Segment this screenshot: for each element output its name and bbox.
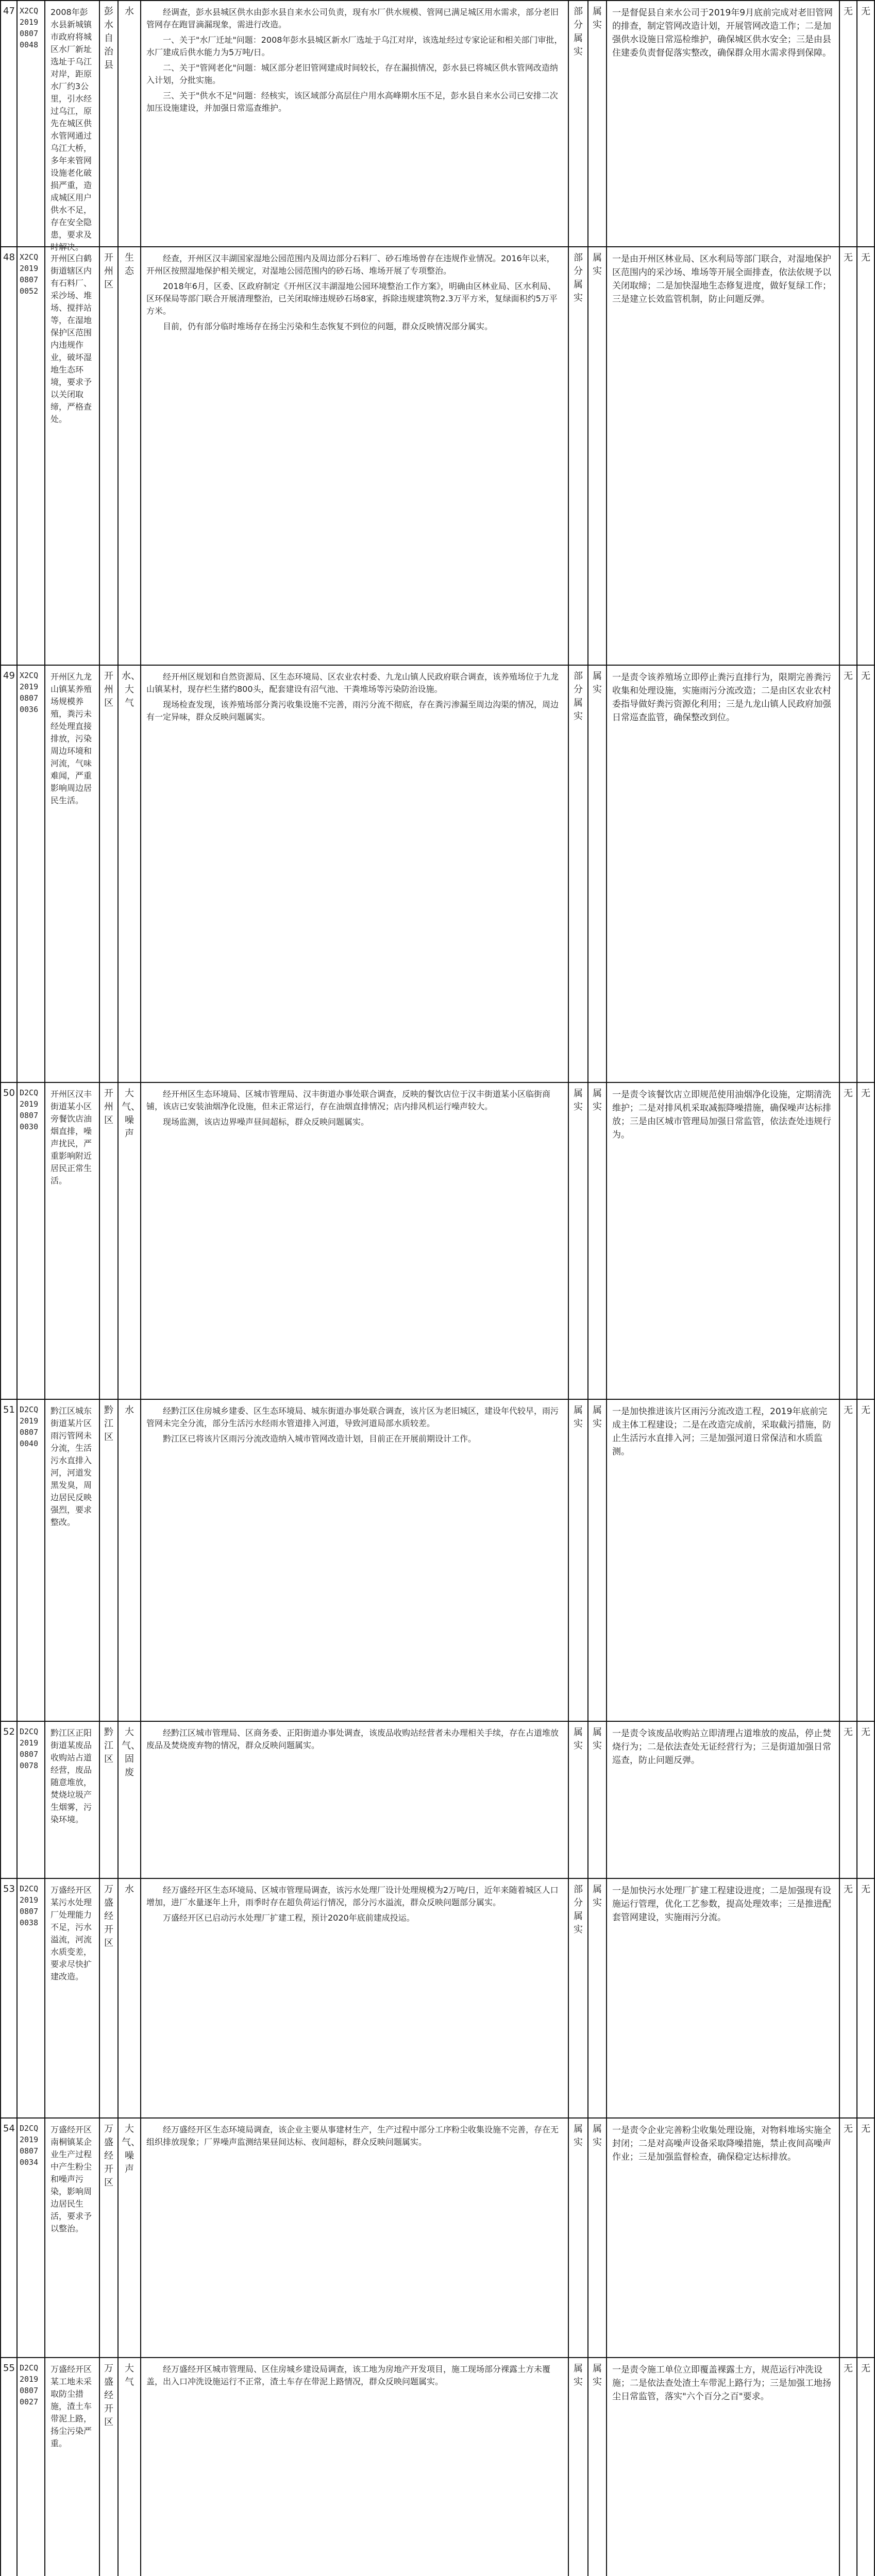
row-number: 50 <box>0 1083 18 1399</box>
rectification-text: 一是责令该废品收购站立即清理占道堆放的废品，停止焚烧行为；二是依法查处无证经营行为；三是街道加强日常巡查，防止问题反弹。 <box>607 1722 840 1878</box>
pollution-type: 大气、噪声 <box>119 2119 141 2357</box>
investigation-paragraph: 现场监测，该店边界噪声昼间超标，群众反映问题属实。 <box>163 1117 369 1127</box>
rectification-text: 一是责令施工单位立即覆盖裸露土方，规范运行冲洗设施；二是依法查处渣土车带泥上路行为；三是加强工地扬尘日常监管，落实"六个百分之百"要求。 <box>607 2358 840 2576</box>
remark-label: 无 <box>857 2358 875 2576</box>
investigation-paragraph: 三、关于"供水不足"问题：经核实，该区域部分高层住户用水高峰期水压不足，彭水县自来水公司已安排二次加压设施建设，并加强日常巡查维护。 <box>146 91 558 113</box>
remark-label: 无 <box>857 1400 875 1721</box>
case-code: D2CQ201908070034 <box>18 2119 45 2357</box>
issue-text: 2008年彭水县新城镇市政府将城区水厂新址选址于乌江对岸，距原水厂约3公里，引水经过乌江，原先在城区供水管网通过乌江大桥，多年来管网设施老化破损严重，造成城区用户供水不足，存在安全隐患，要求及时解决。 <box>45 1 100 246</box>
area-label: 彭水自治县 <box>100 1 119 246</box>
verdict-label: 属实 <box>569 1083 588 1399</box>
investigation-paragraph: 目前，仍有部分临时堆场存在扬尘污染和生态恢复不到位的问题，群众反映情况部分属实。 <box>163 321 493 331</box>
investigation-paragraph: 经查，开州区汉丰湖国家湿地公园范围内及周边部分石料厂、砂石堆场曾存在违规作业情况。2016年以来，开州区按照湿地保护相关规定，对湿地公园范围内的砂石场、堆场开展了专项整治。 <box>146 253 555 276</box>
pollution-type: 水、大气 <box>119 666 141 1082</box>
accountable-label: 无 <box>840 247 857 665</box>
pollution-type: 大气 <box>119 2358 141 2576</box>
issue-text: 黔江区城东街道某片区雨污管网未分流，生活污水直排入河，河道发黑发臭，周边居民反映强烈，要求整改。 <box>45 1400 100 1721</box>
investigation-text <box>141 1879 569 2117</box>
table-row <box>0 2358 875 2576</box>
issue-text: 黔江区正阳街道某废品收购站占道经营，废品随意堆放，焚烧垃圾产生烟雾，污染环境。 <box>45 1722 100 1878</box>
investigation-paragraph: 二、关于"管网老化"问题：城区部分老旧管网建成时间较长，存在漏损情况，彭水县已将城区供水管网改造纳入计划，分批实施。 <box>146 63 558 85</box>
handled-label: 属实 <box>588 1 607 246</box>
table-row <box>0 1400 875 1722</box>
investigation-text <box>141 2358 569 2576</box>
rectification-text: 一是责令该餐饮店立即规范使用油烟净化设施，定期清洗维护；二是对排风机采取减振降噪措施，确保噪声达标排放；三是由区城市管理局加强日常监管，依法查处违规行为。 <box>607 1083 840 1399</box>
table-row <box>0 1 875 252</box>
area-label: 万盛经开区 <box>100 1879 119 2117</box>
accountable-label: 无 <box>840 666 857 1082</box>
pollution-type: 大气、噪声 <box>119 1083 141 1399</box>
rectification-text: 一是加快推进该片区雨污分流改造工程，2019年底前完成主体工程建设；二是在改造完成前，采取截污措施，防止生活污水直排入河；三是加强河道日常保洁和水质监测。 <box>607 1400 840 1721</box>
investigation-text <box>141 1722 569 1878</box>
issue-text: 万盛经开区南桐镇某企业生产过程中产生粉尘和噪声污染，影响周边居民生活，要求予以整治。 <box>45 2119 100 2357</box>
issue-text: 开州区汉丰街道某小区旁餐饮店油烟直排，噪声扰民，严重影响附近居民正常生活。 <box>45 1083 100 1399</box>
accountable-label: 无 <box>840 1722 857 1878</box>
area-label: 开州区 <box>100 1083 119 1399</box>
investigation-paragraph: 经万盛经开区生态环境局调查，该企业主要从事建材生产，生产过程中部分工序粉尘收集设施不完善，存在无组织排放现象；厂界噪声监测结果昼间达标、夜间超标，群众反映问题属实。 <box>146 2125 559 2147</box>
area-label: 开州区 <box>100 247 119 665</box>
investigation-paragraph: 黔江区已将该片区雨污分流改造纳入城市管网改造计划，目前正在开展前期设计工作。 <box>163 1434 477 1444</box>
pollution-type: 大气、固废 <box>119 1722 141 1878</box>
handled-label: 属实 <box>588 1722 607 1878</box>
remark-label: 无 <box>857 247 875 665</box>
investigation-text <box>141 1 569 246</box>
investigation-paragraph: 现场检查发现，该养殖场部分粪污收集设施不完善，雨污分流不彻底，存在粪污渗漏至周边沟渠的情况，周边有一定异味，群众反映问题属实。 <box>146 700 559 722</box>
accountable-label: 无 <box>840 1400 857 1721</box>
investigation-paragraph: 经调查，彭水县城区供水由彭水县自来水公司负责，现有水厂供水规模、管网已满足城区用水需求，部分老旧管网存在跑冒滴漏现象，需进行改造。 <box>146 7 559 29</box>
table-row <box>0 1083 875 1400</box>
table-row <box>0 247 875 666</box>
investigation-paragraph: 2018年6月，区委、区政府制定《开州区汉丰湖湿地公园环境整治工作方案》，明确由区林业局、区水利局、区环保局等部门联合开展清理整治，已关闭取缔违规砂石场8家，拆除违规建筑物2.3万平方米，复绿面积约5万平方米。 <box>146 281 558 316</box>
row-number: 53 <box>0 1879 18 2117</box>
area-label: 万盛经开区 <box>100 2358 119 2576</box>
case-code: D2CQ201908070038 <box>18 1879 45 2117</box>
accountable-label: 无 <box>840 1879 857 2117</box>
issue-text: 开州区白鹤街道辖区内有石料厂、采沙场、堆场、搅拌站等，在湿地保护区范围内违规作业，破坏湿地生态环境，要求予以关闭取缔，严格查处。 <box>45 247 100 665</box>
handled-label: 属实 <box>588 1879 607 2117</box>
pollution-type: 生态 <box>119 247 141 665</box>
issue-text: 万盛经开区某工地未采取防尘措施，渣土车带泥上路，扬尘污染严重。 <box>45 2358 100 2576</box>
handled-label: 属实 <box>588 247 607 665</box>
table-row <box>0 1879 875 2119</box>
handled-label: 属实 <box>588 2358 607 2576</box>
investigation-paragraph: 经黔江区住房城乡建委、区生态环境局、城东街道办事处联合调查，该片区为老旧城区，建设年代较早，雨污管网未完全分流，部分生活污水经雨水管道排入河道，导致河道局部水质较差。 <box>146 1406 559 1428</box>
row-number: 52 <box>0 1722 18 1878</box>
rectification-text: 一是由开州区林业局、区水利局等部门联合，对湿地保护区范围内的采沙场、堆场等开展全面排查，依法依规予以关闭取缔；二是加快湿地生态修复进度，做好复绿工作；三是建立长效监管机制，防止问题反弹。 <box>607 247 840 665</box>
row-number: 55 <box>0 2358 18 2576</box>
verdict-label: 属实 <box>569 2119 588 2357</box>
handled-label: 属实 <box>588 2119 607 2357</box>
pollution-type: 水 <box>119 1 141 246</box>
rectification-text: 一是加快污水处理厂扩建工程建设进度；二是加强现有设施运行管理，优化工艺参数，提高处理效率；三是推进配套管网建设，实施雨污分流。 <box>607 1879 840 2117</box>
investigation-text <box>141 666 569 1082</box>
investigation-paragraph: 经万盛经开区生态环境局、区城市管理局调查，该污水处理厂设计处理规模为2万吨/日，近年来随着城区人口增加，进厂水量逐年上升，雨季时存在超负荷运行情况，部分污水溢流，群众反映问题部分属实。 <box>146 1885 559 1907</box>
case-code: X2CQ201908070036 <box>18 666 45 1082</box>
investigation-text <box>141 1083 569 1399</box>
pollution-type: 水 <box>119 1400 141 1721</box>
remark-label: 无 <box>857 1083 875 1399</box>
pollution-type: 水 <box>119 1879 141 2117</box>
case-code: X2CQ201908070052 <box>18 247 45 665</box>
verdict-label: 部分属实 <box>569 247 588 665</box>
area-label: 黔江区 <box>100 1400 119 1721</box>
accountable-label: 无 <box>840 2119 857 2357</box>
issue-text: 开州区九龙山镇某养殖场规模养殖，粪污未经处理直接排放，污染周边环境和河流，气味难闻，严重影响周边居民生活。 <box>45 666 100 1082</box>
area-label: 黔江区 <box>100 1722 119 1878</box>
remark-label: 无 <box>857 2119 875 2357</box>
verdict-label: 属实 <box>569 1400 588 1721</box>
case-code: D2CQ201908070040 <box>18 1400 45 1721</box>
accountable-label: 无 <box>840 2358 857 2576</box>
area-label: 开州区 <box>100 666 119 1082</box>
rectification-text: 一是督促县自来水公司于2019年9月底前完成对老旧管网的排查，制定管网改造计划，开展管网改造工作；二是加强供水设施日常巡检维护，确保城区供水安全；三是由县住建委负责督促落实整改，确保群众用水需求得到保障。 <box>607 1 840 246</box>
table-row <box>0 666 875 1083</box>
row-number: 48 <box>0 247 18 665</box>
accountable-label: 无 <box>840 1083 857 1399</box>
row-number: 51 <box>0 1400 18 1721</box>
case-code: D2CQ201908070027 <box>18 2358 45 2576</box>
case-code: D2CQ201908070078 <box>18 1722 45 1878</box>
investigation-paragraph: 经开州区规划和自然资源局、区生态环境局、区农业农村委、九龙山镇人民政府联合调查，该养殖场位于九龙山镇某村，现存栏生猪约800头，配套建设有沼气池、干粪堆场等污染防治设施。 <box>146 672 559 694</box>
investigation-paragraph: 经开州区生态环境局、区城市管理局、汉丰街道办事处联合调查，反映的餐饮店位于汉丰街道某小区临街商铺，该店已安装油烟净化设施，但未正常运行，存在油烟直排情况；店内排风机运行噪声较大。 <box>146 1089 551 1111</box>
issue-text: 万盛经开区某污水处理厂处理能力不足，污水溢流，河流水质变差，要求尽快扩建改造。 <box>45 1879 100 2117</box>
row-number: 47 <box>0 1 18 246</box>
rectification-text: 一是责令企业完善粉尘收集处理设施，对物料堆场实施全封闭；二是对高噪声设备采取降噪措施，禁止夜间高噪声作业；三是加强监督检查，确保稳定达标排放。 <box>607 2119 840 2357</box>
rectification-text: 一是责令该养殖场立即停止粪污直排行为，限期完善粪污收集和处理设施，实施雨污分流改造；二是由区农业农村委指导做好粪污资源化利用；三是九龙山镇人民政府加强日常巡查监管，确保整改到位。 <box>607 666 840 1082</box>
verdict-label: 部分属实 <box>569 666 588 1082</box>
remark-label: 无 <box>857 1722 875 1878</box>
accountable-label: 无 <box>840 1 857 246</box>
handled-label: 属实 <box>588 1400 607 1721</box>
investigation-text <box>141 2119 569 2357</box>
table-row <box>0 1722 875 1879</box>
verdict-label: 部分属实 <box>569 1 588 246</box>
verdict-label: 部分属实 <box>569 1879 588 2117</box>
investigation-paragraph: 一、关于"水厂迁址"问题：2008年彭水县城区新水厂选址于乌江对岸，该选址经过专家论证和相关部门审批，水厂建成后供水能力为5万吨/日。 <box>146 35 563 57</box>
handled-label: 属实 <box>588 1083 607 1399</box>
remark-label: 无 <box>857 1 875 246</box>
investigation-text <box>141 1400 569 1721</box>
case-code: D2CQ201908070030 <box>18 1083 45 1399</box>
investigation-paragraph: 经黔江区城市管理局、区商务委、正阳街道办事处调查，该废品收购站经营者未办理相关手续，存在占道堆放废品及焚烧废弃物的情况，群众反映问题属实。 <box>146 1728 559 1750</box>
handled-label: 属实 <box>588 666 607 1082</box>
investigation-paragraph: 万盛经开区已启动污水处理厂扩建工程，预计2020年底前建成投运。 <box>163 1913 415 1923</box>
verdict-label: 属实 <box>569 2358 588 2576</box>
area-label: 万盛经开区 <box>100 2119 119 2357</box>
investigation-paragraph: 经万盛经开区城市管理局、区住房城乡建设局调查，该工地为房地产开发项目，施工现场部分裸露土方未覆盖，出入口冲洗设施运行不正常，渣土车存在带泥上路情况，群众反映问题属实。 <box>146 2364 551 2386</box>
row-number: 54 <box>0 2119 18 2357</box>
table-row <box>0 2119 875 2358</box>
remark-label: 无 <box>857 666 875 1082</box>
remark-label: 无 <box>857 1879 875 2117</box>
case-code: X2CQ201908070048 <box>18 1 45 246</box>
investigation-text <box>141 247 569 665</box>
row-number: 49 <box>0 666 18 1082</box>
verdict-label: 属实 <box>569 1722 588 1878</box>
